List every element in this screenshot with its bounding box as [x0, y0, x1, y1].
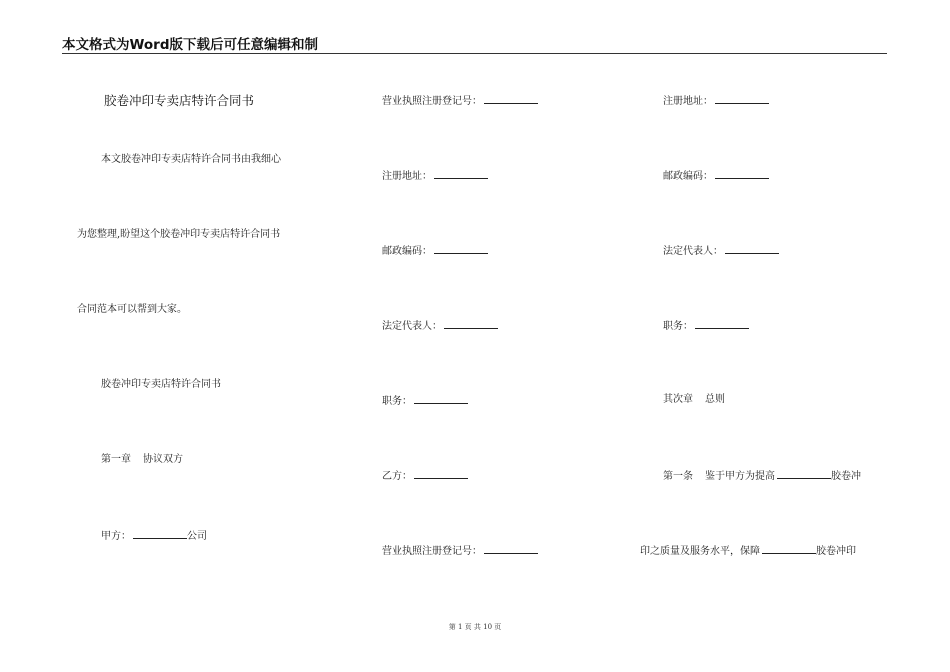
article-1-continuation: [640, 544, 856, 558]
party-b-blank: [414, 469, 468, 479]
article-1-number: 第一条: [663, 471, 693, 482]
party-a-license-blank: [484, 94, 538, 104]
party-a-address-line: [382, 169, 488, 183]
chapter-1-name: 协议双方: [143, 454, 183, 465]
page-label: 第: [448, 623, 456, 631]
chapter-1-number: 第一章: [101, 454, 131, 465]
party-a-position-label: 职务：: [382, 396, 412, 407]
article-1-blank: [777, 469, 831, 479]
party-b-address-label: 注册地址：: [663, 96, 713, 107]
party-a-postcode-line: [382, 244, 488, 258]
party-b-license-blank: [484, 544, 538, 554]
party-b-legal-rep-label: 法定代表人：: [663, 246, 723, 257]
page-mid: 页 共: [464, 623, 481, 631]
party-b-position-line: [663, 319, 749, 333]
party-a-label: 甲方：: [101, 531, 131, 542]
article-1-tail: 胶卷冲: [831, 471, 861, 482]
party-a-license-label: 营业执照注册登记号：: [382, 96, 482, 107]
party-b-line: [382, 469, 468, 483]
chapter-2-heading: [663, 394, 725, 406]
party-b-license-line: [382, 544, 538, 558]
party-b-postcode-label: 邮政编码：: [663, 171, 713, 182]
article-1-line: [663, 469, 861, 483]
party-a-postcode-label: 邮政编码：: [382, 246, 432, 257]
chapter-2-name: 总则: [705, 394, 725, 405]
article-1-cont-tail: 胶卷冲印: [816, 546, 856, 557]
contract-subtitle: 胶卷冲印专卖店特许合同书: [101, 379, 221, 390]
intro-line-3: 合同范本可以帮到大家。: [77, 304, 187, 315]
page-end: 页: [494, 623, 502, 631]
party-a-address-label: 注册地址：: [382, 171, 432, 182]
party-a-postcode-blank: [434, 244, 488, 254]
party-a-legal-rep-blank: [444, 319, 498, 329]
party-b-position-label: 职务：: [663, 321, 693, 332]
document-header: 本文格式为Word版下载后可任意编辑和制: [62, 37, 319, 53]
party-a-legal-rep-line: [382, 319, 498, 333]
party-b-position-blank: [695, 319, 749, 329]
party-b-legal-rep-blank: [725, 244, 779, 254]
party-a-legal-rep-label: 法定代表人：: [382, 321, 442, 332]
party-a-suffix: 公司: [187, 531, 207, 542]
page-total: 10: [483, 623, 493, 631]
party-b-label: 乙方：: [382, 471, 412, 482]
party-a-position-blank: [414, 394, 468, 404]
header-rule: [62, 53, 887, 54]
party-a-license-line: [382, 94, 538, 108]
article-1-cont-text: 印之质量及服务水平，保障: [640, 546, 760, 557]
article-1-text: 鉴于甲方为提高: [705, 471, 775, 482]
chapter-1-heading: [101, 454, 183, 466]
party-a-line: [101, 529, 207, 543]
intro-line-2: 为您整理,盼望这个胶卷冲印专卖店特许合同书: [77, 229, 281, 240]
contract-title: 胶卷冲印专卖店特许合同书: [104, 93, 255, 108]
party-a-address-blank: [434, 169, 488, 179]
party-b-address-line: [663, 94, 769, 108]
party-b-license-label: 营业执照注册登记号：: [382, 546, 482, 557]
chapter-2-number: 其次章: [663, 394, 693, 405]
intro-line-1: 本文胶卷冲印专卖店特许合同书由我细心: [101, 154, 281, 165]
party-b-legal-rep-line: [663, 244, 779, 258]
party-b-postcode-line: [663, 169, 769, 183]
page-number: 1: [457, 623, 463, 631]
party-a-position-line: [382, 394, 468, 408]
party-b-address-blank: [715, 94, 769, 104]
party-b-postcode-blank: [715, 169, 769, 179]
article-1-cont-blank: [762, 544, 816, 554]
party-a-blank: [133, 529, 187, 539]
page-footer: [0, 623, 950, 632]
